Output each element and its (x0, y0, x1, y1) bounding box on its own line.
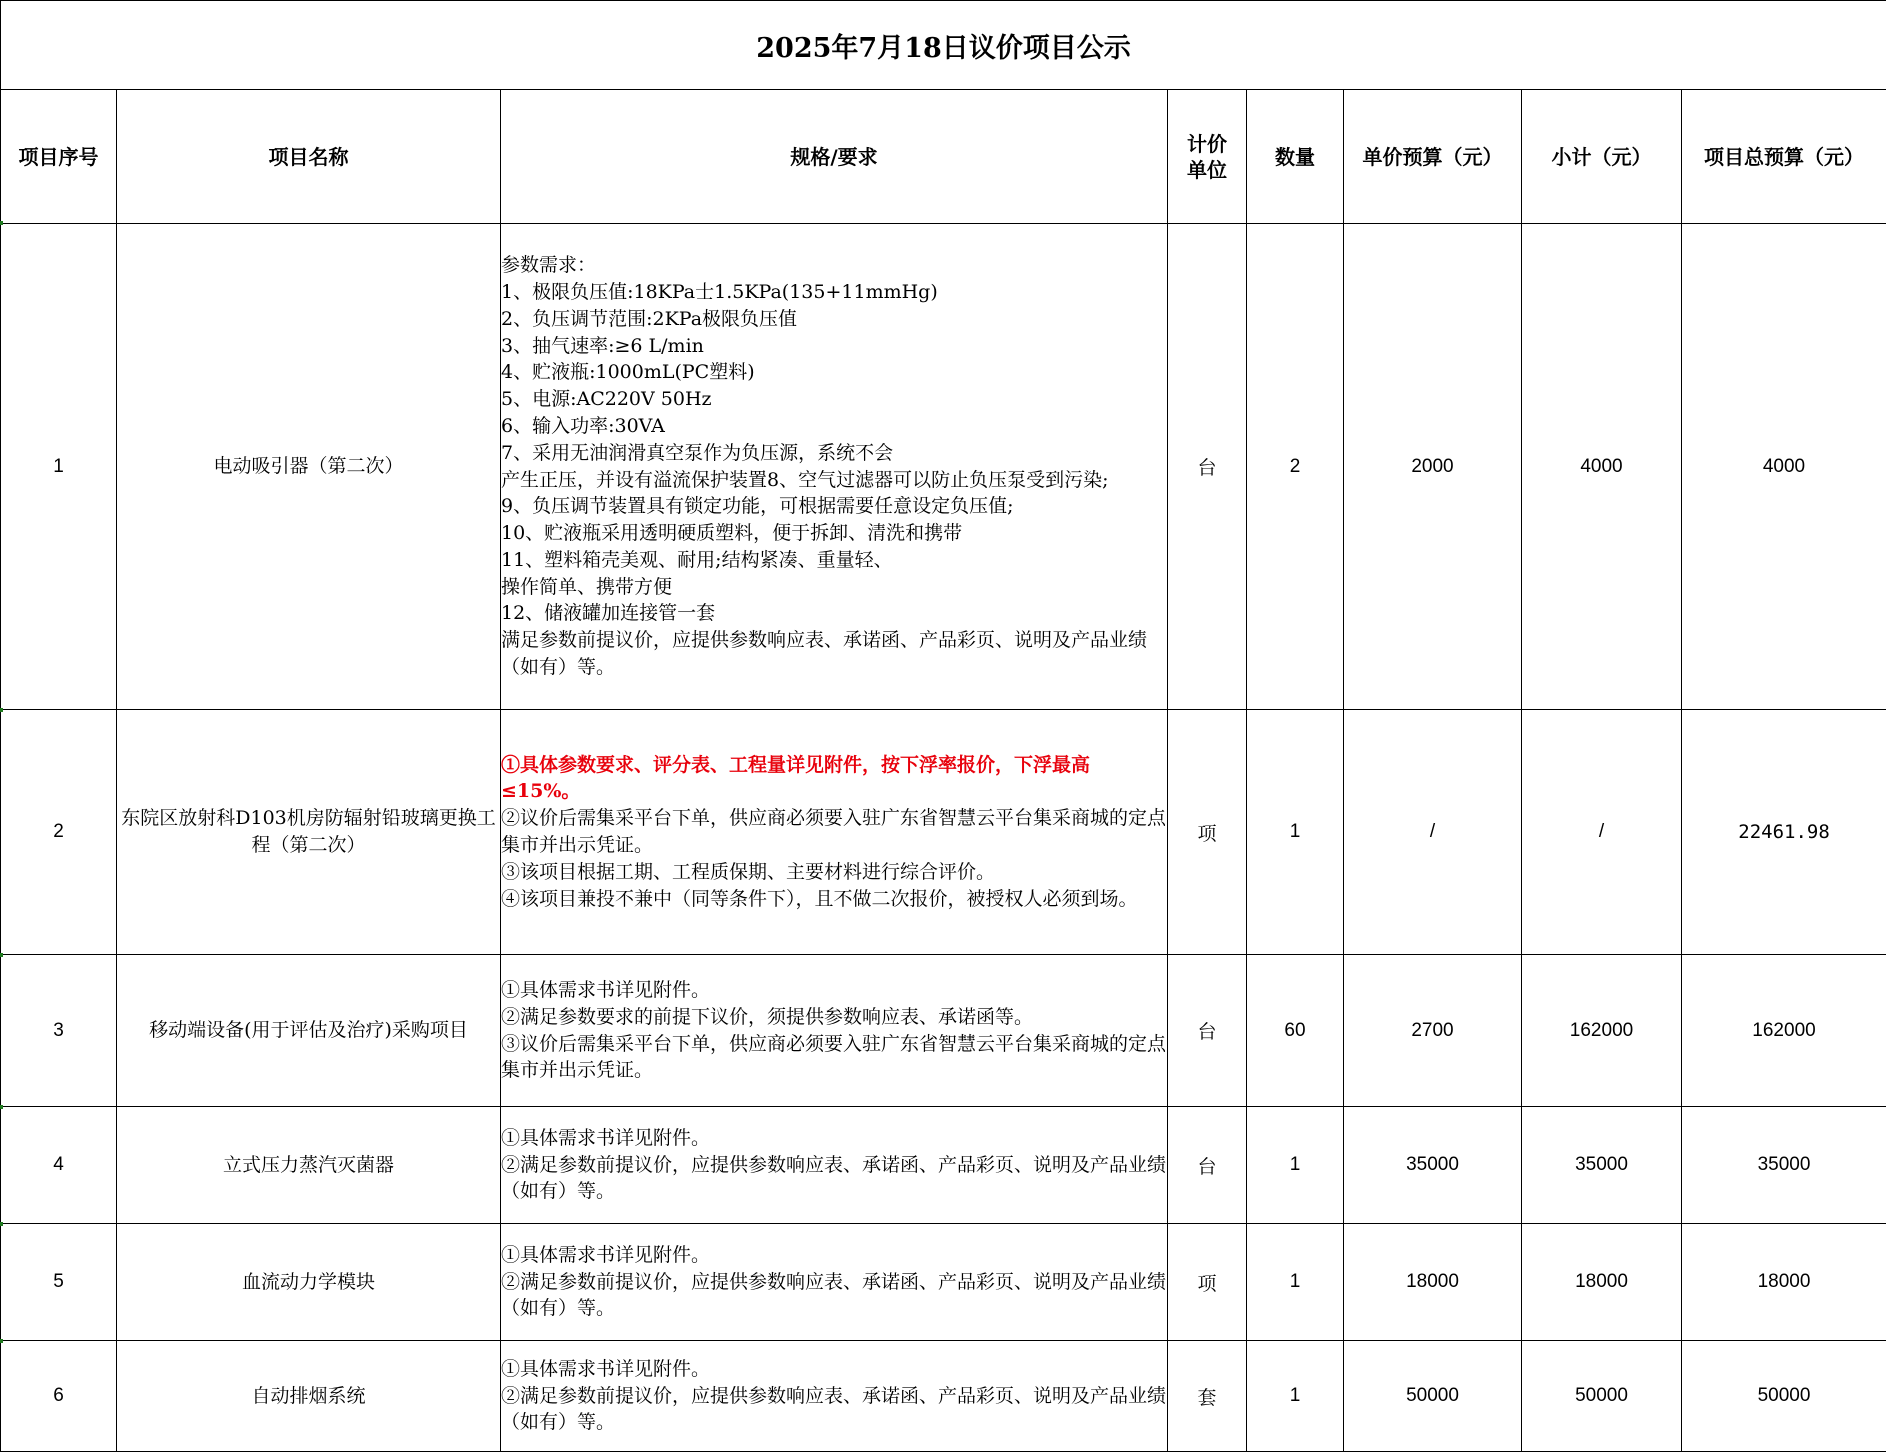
cell-unit[interactable]: 项 (1168, 1224, 1247, 1341)
cell-qty[interactable]: 1 (1247, 1224, 1344, 1341)
cell-name[interactable]: 自动排烟系统 (117, 1341, 501, 1452)
spec-line: ②满足参数要求的前提下议价，须提供参数响应表、承诺函等。 (501, 1004, 1167, 1031)
title-row (1, 1, 1886, 90)
spec-line: 6、输入功率:30VA (501, 413, 1167, 440)
cell-qty[interactable]: 1 (1247, 1341, 1344, 1452)
cell-comment-marker (0, 953, 3, 957)
cell-subtotal[interactable]: 4000 (1522, 224, 1682, 710)
cell-total[interactable]: 162000 (1682, 955, 1886, 1107)
cell-unit[interactable]: 台 (1168, 224, 1247, 710)
cell-comment-marker (0, 221, 3, 225)
spec-line: ②满足参数前提议价，应提供参数响应表、承诺函、产品彩页、说明及产品业绩（如有）等。 (501, 1269, 1167, 1323)
header-name[interactable]: 项目名称 (117, 90, 501, 224)
spec-line: ①具体需求书详见附件。 (501, 977, 1167, 1004)
spec-line: 3、抽气速率:≥6 L/min (501, 333, 1167, 360)
cell-seq[interactable]: 6 (1, 1341, 117, 1452)
spec-line: 12、储液罐加连接管一套 (501, 600, 1167, 627)
header-subtotal[interactable]: 小计（元） (1522, 90, 1682, 224)
cell-spec[interactable] (501, 955, 1168, 1107)
table-row (1, 955, 1886, 1107)
header-unit[interactable]: 计价单位 (1168, 90, 1247, 224)
spec-line: ④该项目兼投不兼中（同等条件下），且不做二次报价，被授权人必须到场。 (501, 886, 1167, 913)
header-unit-price[interactable]: 单价预算（元） (1344, 90, 1522, 224)
cell-name[interactable]: 血流动力学模块 (117, 1224, 501, 1341)
spec-line: ①具体需求书详见附件。 (501, 1356, 1167, 1383)
cell-unit-price[interactable]: 18000 (1344, 1224, 1522, 1341)
spec-line: 9、负压调节装置具有锁定功能，可根据需要任意设定负压值; (501, 493, 1167, 520)
spec-line: 1、极限负压值:18KPa士1.5KPa(135+11mmHg) (501, 279, 1167, 306)
spec-line: ①具体需求书详见附件。 (501, 1125, 1167, 1152)
table-row (1, 710, 1886, 955)
cell-name[interactable]: 立式压力蒸汽灭菌器 (117, 1107, 501, 1224)
header-total[interactable]: 项目总预算（元） (1682, 90, 1886, 224)
cell-comment-marker (0, 1222, 3, 1226)
cell-comment-marker (0, 708, 3, 712)
header-spec[interactable]: 规格/要求 (501, 90, 1168, 224)
cell-spec[interactable] (501, 710, 1168, 955)
spec-line: 11、塑料箱壳美观、耐用;结构紧凑、重量轻、 (501, 547, 1167, 574)
spec-line: 5、电源:AC220V 50Hz (501, 386, 1167, 413)
cell-seq[interactable]: 3 (1, 955, 117, 1107)
cell-total[interactable]: 22461.98 (1682, 710, 1886, 955)
spec-line: 10、贮液瓶采用透明硬质塑料，便于拆卸、清洗和携带 (501, 520, 1167, 547)
cell-qty[interactable]: 2 (1247, 224, 1344, 710)
cell-unit-price[interactable]: 2700 (1344, 955, 1522, 1107)
cell-subtotal[interactable]: 35000 (1522, 1107, 1682, 1224)
cell-seq[interactable]: 2 (1, 710, 117, 955)
cell-spec[interactable] (501, 1341, 1168, 1452)
spec-line: ①具体需求书详见附件。 (501, 1242, 1167, 1269)
spec-line: ③该项目根据工期、工程质保期、主要材料进行综合评价。 (501, 859, 1167, 886)
header-seq[interactable]: 项目序号 (1, 90, 117, 224)
cell-total[interactable]: 4000 (1682, 224, 1886, 710)
cell-spec[interactable] (501, 1224, 1168, 1341)
cell-total[interactable]: 50000 (1682, 1341, 1886, 1452)
cell-unit-price[interactable]: / (1344, 710, 1522, 955)
cell-unit-price[interactable]: 2000 (1344, 224, 1522, 710)
spec-line: ②满足参数前提议价，应提供参数响应表、承诺函、产品彩页、说明及产品业绩（如有）等。 (501, 1152, 1167, 1206)
cell-unit[interactable]: 台 (1168, 955, 1247, 1107)
cell-spec[interactable] (501, 1107, 1168, 1224)
cell-seq[interactable]: 4 (1, 1107, 117, 1224)
page-title[interactable]: 2025年7月18日议价项目公示 (1, 1, 1886, 90)
spec-line: 满足参数前提议价，应提供参数响应表、承诺函、产品彩页、说明及产品业绩（如有）等。 (501, 627, 1167, 681)
spec-line: ②议价后需集采平台下单，供应商必须要入驻广东省智慧云平台集采商城的定点集市并出示凭证。 (501, 805, 1167, 859)
table-row (1, 1224, 1886, 1341)
spec-line: ②满足参数前提议价，应提供参数响应表、承诺函、产品彩页、说明及产品业绩（如有）等。 (501, 1383, 1167, 1437)
cell-name[interactable]: 电动吸引器（第二次） (117, 224, 501, 710)
cell-name[interactable]: 东院区放射科D103机房防辐射铅玻璃更换工程（第二次） (117, 710, 501, 955)
header-qty[interactable]: 数量 (1247, 90, 1344, 224)
cell-seq[interactable]: 1 (1, 224, 117, 710)
cell-subtotal[interactable]: 162000 (1522, 955, 1682, 1107)
spec-line: 7、采用无油润滑真空泵作为负压源，系统不会 (501, 440, 1167, 467)
table-row (1, 1341, 1886, 1452)
cell-total[interactable]: 35000 (1682, 1107, 1886, 1224)
cell-total[interactable]: 18000 (1682, 1224, 1886, 1341)
spec-line: 操作简单、携带方便 (501, 574, 1167, 601)
cell-subtotal[interactable]: / (1522, 710, 1682, 955)
cell-unit[interactable]: 台 (1168, 1107, 1247, 1224)
spec-line: 4、贮液瓶:1000mL(PC塑料) (501, 359, 1167, 386)
header-row (1, 90, 1886, 224)
cell-qty[interactable]: 60 (1247, 955, 1344, 1107)
cell-name[interactable]: 移动端设备(用于评估及治疗)采购项目 (117, 955, 501, 1107)
cell-comment-marker (0, 1105, 3, 1109)
cell-unit[interactable]: 项 (1168, 710, 1247, 955)
spec-line: 2、负压调节范围:2KPa极限负压值 (501, 306, 1167, 333)
spec-line: ③议价后需集采平台下单，供应商必须要入驻广东省智慧云平台集采商城的定点集市并出示凭证。 (501, 1031, 1167, 1085)
cell-subtotal[interactable]: 50000 (1522, 1341, 1682, 1452)
cell-comment-marker (0, 1339, 3, 1343)
cell-unit-price[interactable]: 50000 (1344, 1341, 1522, 1452)
cell-unit[interactable]: 套 (1168, 1341, 1247, 1452)
cell-seq[interactable]: 5 (1, 1224, 117, 1341)
table-row (1, 1107, 1886, 1224)
cell-unit-price[interactable]: 35000 (1344, 1107, 1522, 1224)
cell-spec[interactable] (501, 224, 1168, 710)
table-row (1, 224, 1886, 710)
spec-line-highlight: ①具体参数要求、评分表、工程量详见附件，按下浮率报价，下浮最高≤15%。 (501, 752, 1167, 806)
spec-line: 参数需求： (501, 252, 1167, 279)
cell-subtotal[interactable]: 18000 (1522, 1224, 1682, 1341)
cell-qty[interactable]: 1 (1247, 1107, 1344, 1224)
cell-qty[interactable]: 1 (1247, 710, 1344, 955)
spec-line: 产生正压，并设有溢流保护装置8、空气过滤器可以防止负压泵受到污染; (501, 467, 1167, 494)
